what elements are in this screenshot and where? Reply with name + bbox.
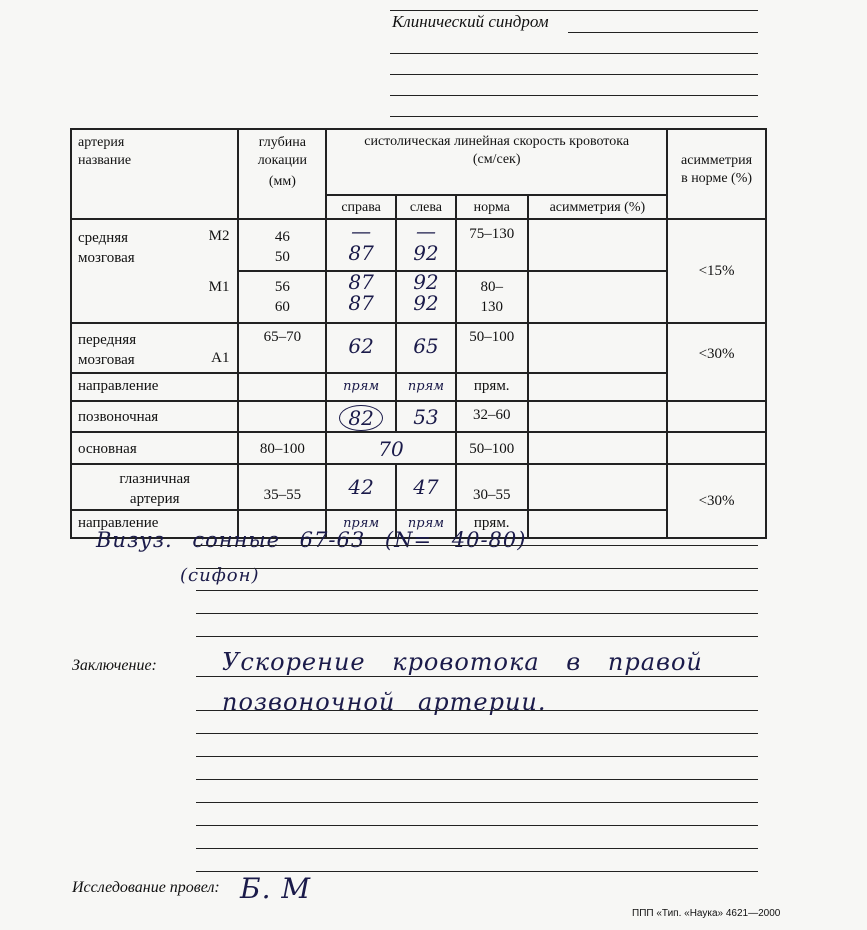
header-depth: (мм) xyxy=(268,174,296,189)
hand-value: 92 xyxy=(413,291,439,315)
aca-asym-norm xyxy=(667,323,766,401)
hand-value: 53 xyxy=(413,405,439,429)
basilar-asym xyxy=(528,432,668,464)
ruled-line xyxy=(196,590,758,591)
hand-value: 92 xyxy=(413,241,439,265)
header-line xyxy=(390,116,758,117)
asym-norm-value: <30% xyxy=(698,346,735,362)
conclusion-text-line2: позвоночной артерии. xyxy=(222,688,547,716)
aca-direction-norm: прям. xyxy=(456,373,528,401)
aca-direction-depth xyxy=(238,373,326,401)
aca-asym xyxy=(528,323,668,373)
ophth-direction-norm: прям. xyxy=(456,510,528,538)
asym-norm-value: <30% xyxy=(698,492,735,509)
hand-value: 65 xyxy=(413,334,439,358)
performed-by-label: Исследование провел: xyxy=(72,879,220,896)
aca-direction-left xyxy=(396,373,456,401)
ophth-name: глазничная xyxy=(119,471,191,487)
hand-value: 62 xyxy=(348,334,374,358)
header-velocity-unit: (см/сек) xyxy=(472,152,521,167)
vert-left xyxy=(396,401,456,432)
mca-m1-asym xyxy=(528,271,668,323)
basilar-depth: 80–100 xyxy=(238,432,326,464)
mca-m2-right xyxy=(326,219,396,271)
ophth-name-cell xyxy=(71,464,238,510)
hand-value: 87 xyxy=(348,291,374,315)
header-line xyxy=(390,95,758,96)
ruled-line xyxy=(196,802,758,803)
vert-norm: 32–60 xyxy=(456,401,528,432)
handwritten-note-line2: (сифон) xyxy=(180,565,260,586)
conclusion-text-line1: Ускорение кровотока в правой xyxy=(222,648,703,676)
aca-depth: 65–70 xyxy=(238,323,326,373)
aca-segment: A1 xyxy=(211,350,230,366)
mca-m2-norm: 75–130 xyxy=(456,219,528,271)
mca-asym-norm xyxy=(667,219,766,323)
header-depth: глубина xyxy=(258,135,306,150)
ruled-line xyxy=(196,636,758,637)
mca-m1-depth xyxy=(238,271,326,323)
header-depth: локации xyxy=(257,153,307,168)
ophth-asym-norm xyxy=(667,464,766,538)
aca-direction-asym xyxy=(528,373,668,401)
header-norm: норма xyxy=(456,195,528,219)
header-line xyxy=(390,74,758,75)
ruled-line xyxy=(196,568,758,569)
aca-name: передняя xyxy=(78,332,137,348)
vert-asym xyxy=(528,401,668,432)
mca-m2-segment: M2 xyxy=(208,228,230,244)
vert-depth xyxy=(238,401,326,432)
hand-value: 70 xyxy=(378,437,404,461)
aca-norm: 50–100 xyxy=(456,323,528,373)
depth-value: 60 xyxy=(274,299,290,315)
aca-left xyxy=(396,323,456,373)
ophth-asym xyxy=(528,464,668,510)
ruled-line xyxy=(196,733,758,734)
basilar-norm: 50–100 xyxy=(456,432,528,464)
aca-name-cell xyxy=(71,323,238,373)
header-velocity: систолическая линейная скорость кровотока xyxy=(364,134,630,149)
ophth-left xyxy=(396,464,456,510)
handwritten-note-line1: Визуз. сонные 67-63 (N= 40-80) xyxy=(96,528,527,552)
ophth-direction-asym xyxy=(528,510,668,538)
basilar-value xyxy=(326,432,456,464)
conclusion-label: Заключение: xyxy=(72,657,157,674)
mca-m1-right xyxy=(326,271,396,323)
aca-right xyxy=(326,323,396,373)
hand-value: — xyxy=(415,219,436,243)
vert-right xyxy=(326,401,396,432)
mca-name-cell xyxy=(71,219,238,323)
header-line xyxy=(390,10,758,11)
hand-value: прям xyxy=(407,516,444,531)
ruled-line xyxy=(196,779,758,780)
norm-value: 130 xyxy=(480,299,503,315)
header-artery-cell xyxy=(71,129,238,219)
ruled-line xyxy=(196,825,758,826)
mca-name: мозговая xyxy=(78,250,135,266)
hand-value: 92 xyxy=(413,270,439,294)
asym-norm-value: <15% xyxy=(698,262,735,279)
depth-value: 46 xyxy=(274,229,290,245)
aca-direction-right xyxy=(326,373,396,401)
hand-value: 42 xyxy=(348,475,374,499)
hand-value: 87 xyxy=(348,270,374,294)
ophth-depth: 35–55 xyxy=(238,464,326,510)
velocity-table xyxy=(70,128,767,539)
mca-name: средняя xyxy=(78,230,129,246)
basilar-asym-norm xyxy=(667,432,766,464)
mca-m1-norm xyxy=(456,271,528,323)
ruled-line xyxy=(196,848,758,849)
mca-m2-left xyxy=(396,219,456,271)
ruled-line xyxy=(196,613,758,614)
aca-name: мозговая xyxy=(78,352,135,368)
hand-value: прям xyxy=(343,516,380,531)
depth-value: 56 xyxy=(274,279,290,295)
aca-direction-label: направление xyxy=(71,373,238,401)
header-right: справа xyxy=(326,195,396,219)
ophth-name: артерия xyxy=(129,491,180,507)
signature: Б. М xyxy=(240,872,312,905)
header-left: слева xyxy=(396,195,456,219)
header-asym-norm-cell xyxy=(667,129,766,219)
mca-m2-asym xyxy=(528,219,668,271)
header-asym: асимметрия (%) xyxy=(528,195,668,219)
header-artery: артерия xyxy=(78,135,125,150)
ruled-line xyxy=(196,545,758,546)
ruled-line xyxy=(196,710,758,711)
hand-value: 87 xyxy=(348,241,374,265)
hand-value: прям xyxy=(407,379,444,394)
syndrome-line xyxy=(568,32,758,33)
mca-m2-depth xyxy=(238,219,326,271)
header-name: название xyxy=(78,153,132,168)
hand-value: прям xyxy=(343,379,380,394)
print-imprint: ППП «Тип. «Наука» 4621—2000 xyxy=(632,908,781,919)
mca-m1-left xyxy=(396,271,456,323)
header-depth-cell xyxy=(238,129,326,219)
depth-value: 50 xyxy=(274,249,290,265)
vert-asym-norm xyxy=(667,401,766,432)
ruled-line xyxy=(196,676,758,677)
ophth-direction-label: направление xyxy=(71,510,238,538)
ophth-right xyxy=(326,464,396,510)
clinical-syndrome-label: Клинический синдром xyxy=(392,12,549,31)
hand-value: — xyxy=(351,219,372,243)
hand-value: 47 xyxy=(413,475,439,499)
mca-m1-segment: M1 xyxy=(208,279,230,295)
ophth-norm: 30–55 xyxy=(456,464,528,510)
header-velocity-cell xyxy=(326,129,667,195)
header-asym-norm: в норме (%) xyxy=(681,171,753,186)
vert-label: позвоночная xyxy=(71,401,238,432)
header-asym-norm: асимметрия xyxy=(681,153,753,168)
basilar-label: основная xyxy=(71,432,238,464)
hand-value-circled: 82 xyxy=(339,405,382,431)
header-line xyxy=(390,53,758,54)
norm-value: 80– xyxy=(480,279,503,295)
ruled-line xyxy=(196,756,758,757)
